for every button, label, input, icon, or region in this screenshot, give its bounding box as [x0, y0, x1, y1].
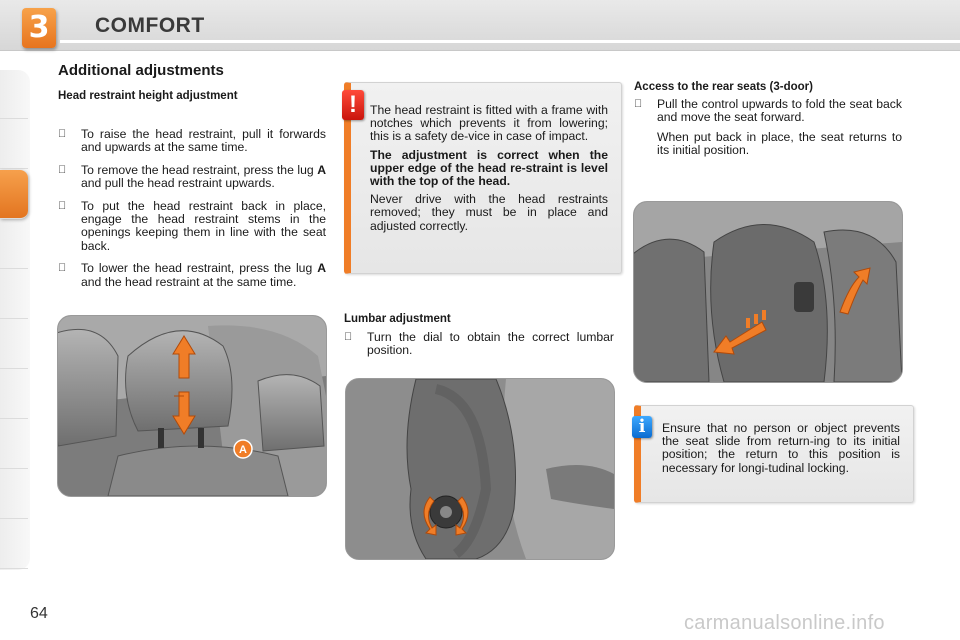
chapter-tab-7[interactable] — [0, 370, 28, 419]
chapter-badge: 3 — [22, 8, 56, 48]
head-restraint-title: Head restraint height adjustment — [58, 90, 238, 102]
warning-icon: ! — [342, 90, 364, 120]
rear-access-steps — [634, 98, 902, 167]
rear-seat-illustration — [633, 201, 903, 383]
chapter-tab-8[interactable] — [0, 420, 28, 469]
info-text: Ensure that no person or object prevents the seat slide from return-ing to its initial position; the return to this position is necessary for longi-tudinal locking. — [662, 421, 900, 475]
bullet-icon — [58, 262, 66, 275]
chapter-tab-5[interactable] — [0, 270, 28, 319]
bullet-icon — [344, 331, 352, 344]
watermark: carmanualsonline.info — [684, 612, 885, 634]
lumbar-illustration — [345, 378, 615, 560]
chapter-tab-1[interactable] — [0, 70, 28, 119]
chapter-tabs — [0, 70, 30, 570]
list-item: To raise the head restraint, pull it forwards and upwards at the same time. — [58, 128, 326, 155]
chapter-tab-10[interactable] — [0, 520, 28, 569]
page-number: 64 — [30, 605, 48, 622]
chapter-tab-9[interactable] — [0, 470, 28, 519]
chapter-tab-4[interactable] — [0, 220, 28, 269]
list-item: To lower the head restraint, press the lug A and the head restraint at the same time. — [58, 262, 326, 289]
chapter-title: COMFORT — [95, 14, 205, 37]
bullet-icon — [58, 200, 66, 213]
chapter-tab-3-active[interactable] — [0, 170, 28, 219]
info-icon: i — [632, 416, 652, 438]
bullet-icon — [58, 164, 66, 177]
lumbar-title: Lumbar adjustment — [344, 313, 451, 325]
head-restraint-illustration — [57, 315, 327, 497]
list-item: To remove the head restraint, press the lug A and pull the head restraint upwards. — [58, 164, 326, 191]
section-title: Additional adjustments — [58, 62, 224, 79]
lumbar-steps — [344, 331, 614, 367]
warning-text: The head restraint is fitted with a frame with notches which prevents it from lowering; this is a safety de-vice in case of impact. The adjustment is correct when the upper edge of the head re-straint is level with the top of the head. Never drive with the head restraints removed; they must be in place and adjusted correctly. — [370, 103, 608, 233]
lug-label: A — [239, 444, 247, 456]
head-restraint-svg — [58, 316, 326, 496]
head-restraint-steps — [58, 128, 326, 298]
bullet-icon — [634, 98, 642, 111]
rear-seat-svg — [634, 202, 902, 382]
rear-access-title: Access to the rear seats (3-door) — [634, 81, 813, 93]
bullet-icon — [58, 128, 66, 141]
chapter-tab-2[interactable] — [0, 120, 28, 169]
lumbar-svg — [346, 379, 614, 559]
list-item: Pull the control upwards to fold the seat back and move the seat forward. When put back in place, the seat returns to its initial position. — [634, 98, 902, 158]
list-item: Turn the dial to obtain the correct lumbar position. — [344, 331, 614, 358]
list-item: To put the head restraint back in place, engage the head restraint stems in the openings keeping them in line with the seat back. — [58, 200, 326, 254]
chapter-tab-6[interactable] — [0, 320, 28, 369]
header-divider — [60, 40, 960, 43]
